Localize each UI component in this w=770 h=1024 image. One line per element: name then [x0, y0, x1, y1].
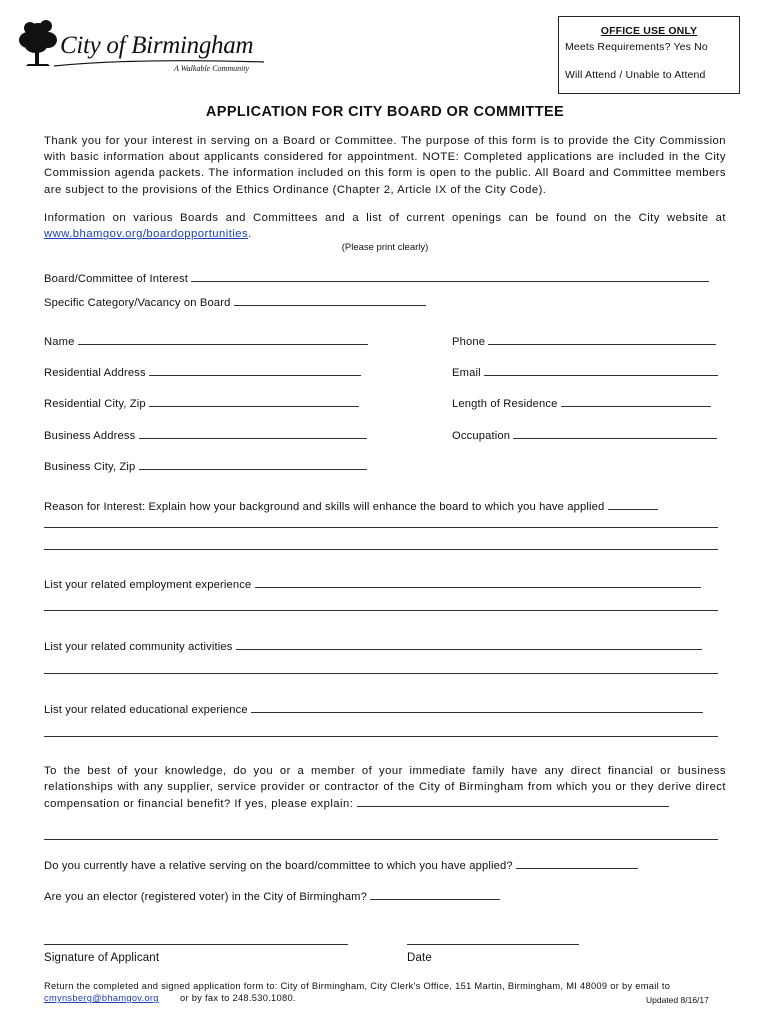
education-line-1[interactable] — [44, 736, 718, 737]
email-label: Email — [452, 367, 481, 379]
board-opportunities-link[interactable]: www.bhamgov.org/boardopportunities — [44, 228, 249, 241]
office-will-attend: Will Attend / Unable to Attend — [565, 69, 706, 81]
occupation-label: Occupation — [452, 430, 511, 442]
footer-fax-text: or by fax to 248.530.1080. — [180, 993, 296, 1003]
office-use-box — [558, 16, 740, 94]
info-paragraph: Information on various Boards and Committees and a list of current openings can be found on the City website at www.bhamgov.org/boardopportunities. — [44, 212, 726, 241]
residential-address-field[interactable] — [44, 364, 361, 381]
community-label: List your related community activities — [44, 641, 233, 653]
phone-label: Phone — [452, 336, 486, 348]
occupation-field[interactable] — [452, 427, 717, 444]
name-label: Name — [44, 336, 75, 348]
reason-field[interactable] — [44, 498, 658, 515]
updated-date: Updated 8/16/17 — [646, 995, 709, 1005]
residential-city-field[interactable] — [44, 395, 359, 412]
financial-line-1[interactable] — [44, 839, 718, 840]
page-title: APPLICATION FOR CITY BOARD OR COMMITTEE — [205, 104, 565, 120]
financial-answer-inline[interactable] — [357, 795, 669, 807]
community-field[interactable] — [44, 638, 702, 655]
name-field[interactable] — [44, 333, 368, 350]
date-label: Date — [407, 952, 432, 964]
board-field[interactable] — [44, 270, 709, 287]
residential-city-label: Residential City, Zip — [44, 398, 146, 410]
footer-return-text: Return the completed and signed application form to: City of Birmingham, City Clerk's Office, 151 Martin, Birmingham, MI 48009 or by email to — [44, 981, 671, 991]
residential-address-label: Residential Address — [44, 367, 146, 379]
community-line-1[interactable] — [44, 673, 718, 674]
employment-label: List your related employment experience — [44, 579, 252, 591]
reason-label: Reason for Interest: Explain how your background and skills will enhance the board to which you have applied — [44, 501, 605, 513]
office-use-title: OFFICE USE ONLY — [600, 25, 698, 37]
reason-line-1[interactable] — [44, 527, 718, 528]
intro-paragraph: Thank you for your interest in serving on a Board or Committee. The purpose of this form is to provide the City Commission with basic information about applicants considered for appointment. NOTE: Completed applications are included in the City Commission agenda packets. The information included on this form is open to the public. All Board and Committee members are subject to the provisions of the Ethics Ordinance (Chapter 2, Article IX of the City Code). — [44, 135, 726, 196]
length-of-residence-label: Length of Residence — [452, 398, 558, 410]
logo-tagline: A Walkable Community — [174, 64, 250, 73]
category-label: Specific Category/Vacancy on Board — [44, 297, 231, 309]
reason-line-2[interactable] — [44, 549, 718, 550]
employment-line-1[interactable] — [44, 610, 718, 611]
education-label: List your related educational experience — [44, 704, 248, 716]
business-city-label: Business City, Zip — [44, 461, 136, 473]
board-label: Board/Committee of Interest — [44, 273, 188, 285]
elector-field[interactable] — [44, 888, 500, 905]
business-address-label: Business Address — [44, 430, 136, 442]
business-city-field[interactable] — [44, 458, 367, 475]
print-note: (Please print clearly) — [341, 242, 429, 253]
city-logo — [14, 12, 274, 82]
financial-text: To the best of your knowledge, do you or a member of your immediate family have any direct financial or business relationships with any supplier, service provider or contractor of the City of Birmingham from which you or they derive direct compensation or financial benefit? If yes, please explain: — [44, 765, 726, 811]
length-of-residence-field[interactable] — [452, 395, 711, 412]
office-meets-requirements: Meets Requirements? Yes No — [565, 41, 708, 53]
category-field[interactable] — [44, 294, 426, 311]
financial-question — [44, 763, 726, 813]
relative-field[interactable] — [44, 857, 638, 874]
logo-city-name: City of Birmingham — [60, 32, 254, 59]
info-text: Information on various Boards and Committees and a list of current openings can be found on the City website at — [44, 212, 726, 224]
date-line[interactable] — [407, 944, 579, 945]
education-field[interactable] — [44, 701, 703, 718]
signature-line[interactable] — [44, 944, 348, 945]
elector-label: Are you an elector (registered voter) in the City of Birmingham? — [44, 891, 367, 903]
relative-label: Do you currently have a relative serving on the board/committee to which you have applied? — [44, 860, 513, 872]
signature-label: Signature of Applicant — [44, 952, 160, 964]
email-field[interactable] — [452, 364, 718, 381]
employment-field[interactable] — [44, 576, 701, 593]
phone-field[interactable] — [452, 333, 716, 350]
business-address-field[interactable] — [44, 427, 367, 444]
clerk-email-link[interactable]: cmynsberg@bhamgov.org — [44, 993, 159, 1003]
